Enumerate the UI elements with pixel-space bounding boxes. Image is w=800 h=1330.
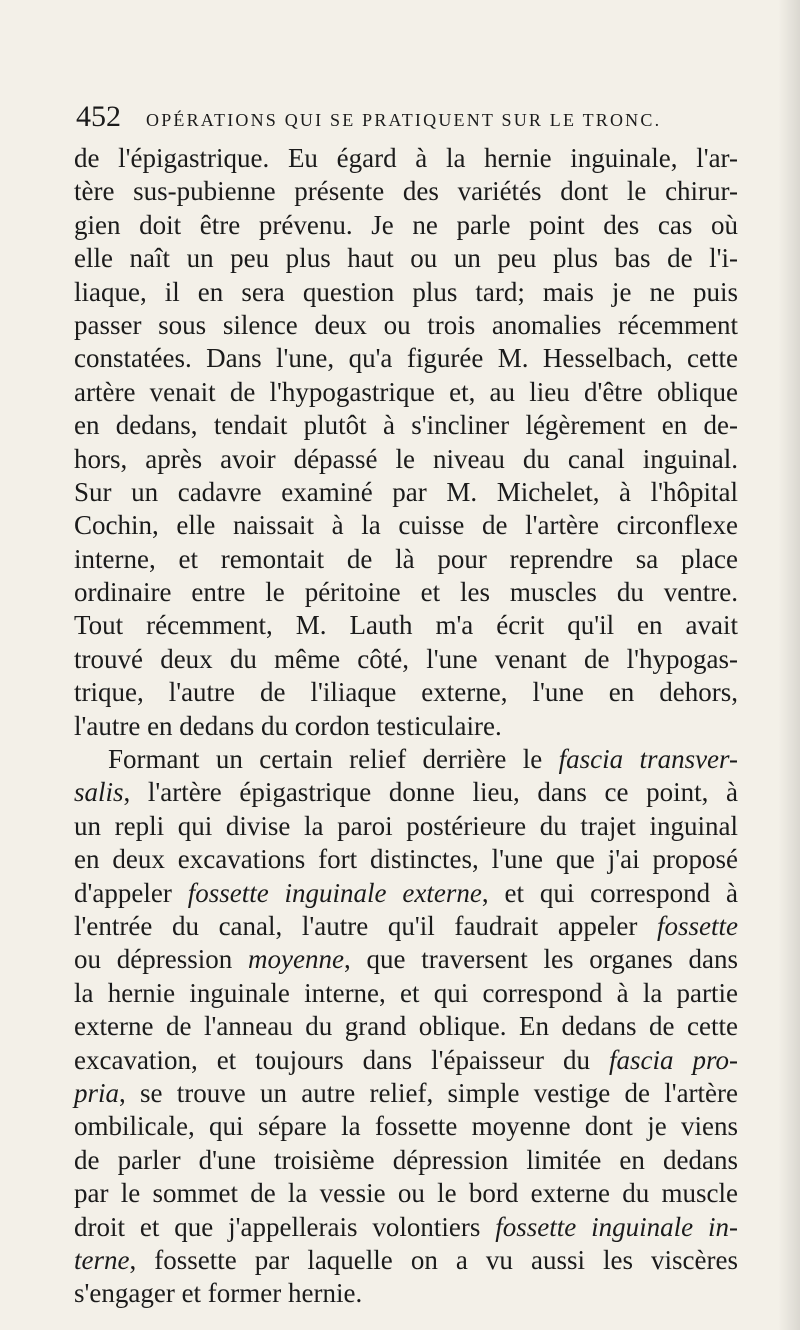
text-run: trouvé deux du même côté, l'une venant de l'hypogas-	[74, 643, 738, 674]
text-run: ou dépression	[74, 944, 249, 975]
text-run: s'engager et former hernie.	[74, 1278, 363, 1309]
text-run: de parler d'une troisième dépression limitée en dedans	[74, 1144, 738, 1175]
text-run: , et qui correspond à	[481, 877, 738, 908]
text-run: , que traversent les organes dans	[343, 944, 738, 975]
text-line	[74, 409, 738, 442]
italic-text: pria	[74, 1077, 120, 1108]
italic-text: moyenne	[248, 944, 344, 975]
text-line	[74, 943, 738, 976]
text-line	[74, 209, 738, 242]
text-line	[74, 1244, 738, 1277]
text-line	[74, 843, 738, 876]
italic-text: fossette	[657, 910, 738, 941]
text-line	[74, 1211, 738, 1244]
text-run: en deux excavations fort distinctes, l'une que j'ai proposé	[74, 844, 738, 875]
text-line	[74, 676, 738, 709]
text-run: de l'épigastrique. Eu égard à la hernie inguinale, l'ar-	[74, 143, 738, 173]
text-run: tère sus-pubienne présente des variétés dont le chirur-	[74, 176, 738, 207]
text-line	[74, 443, 738, 476]
text-line	[74, 1277, 738, 1310]
text-line	[74, 1044, 738, 1077]
text-line	[74, 977, 738, 1010]
text-run: Formant un certain relief derrière le	[108, 744, 559, 775]
text-line	[74, 776, 738, 809]
text-run: passer sous silence deux ou trois anomalies récemment	[74, 309, 738, 340]
text-line	[74, 576, 738, 609]
text-line	[74, 142, 738, 175]
running-title: OPÉRATIONS QUI SE PRATIQUENT SUR LE TRONC.	[146, 110, 662, 130]
text-line	[74, 710, 738, 743]
text-run: externe de l'anneau du grand oblique. En dedans de cette	[74, 1011, 738, 1042]
text-line	[74, 376, 738, 409]
text-run: par le sommet de la vessie ou le bord externe du muscle	[74, 1178, 738, 1209]
text-run: , l'artère épigastrique donne lieu, dans ce point, à	[123, 777, 738, 808]
text-line	[74, 1077, 738, 1110]
text-run: l'autre en dedans du cordon testiculaire.	[74, 710, 502, 741]
text-line	[74, 877, 738, 910]
text-run: gien doit être prévenu. Je ne parle point des cas où	[74, 209, 738, 240]
text-run: Tout récemment, M. Lauth m'a écrit qu'il en avait	[74, 610, 738, 641]
text-run: Sur un cadavre examiné par M. Michelet, à l'hôpital	[74, 476, 738, 507]
text-line	[74, 309, 738, 342]
text-line	[74, 543, 738, 576]
italic-text: fascia pro-	[609, 1044, 738, 1075]
text-line	[74, 175, 738, 208]
text-line	[74, 342, 738, 375]
page-number: 452	[76, 100, 121, 133]
text-run: , fossette par laquelle on a vu aussi les viscères	[129, 1244, 738, 1275]
text-run: excavation, et toujours dans l'épaisseur du	[74, 1044, 609, 1075]
italic-text: salis	[74, 777, 124, 808]
text-line	[74, 609, 738, 642]
text-run: trique, l'autre de l'iliaque externe, l'une en dehors,	[74, 677, 738, 708]
text-line	[74, 643, 738, 676]
text-run: la hernie inguinale interne, et qui correspond à la partie	[74, 977, 738, 1008]
text-line	[74, 1177, 738, 1210]
text-run: d'appeler	[74, 877, 188, 908]
text-run: , se trouve un autre relief, simple vestige de l'artère	[119, 1077, 738, 1108]
text-line	[74, 1144, 738, 1177]
italic-text: fossette inguinale externe	[187, 877, 482, 908]
text-run: liaque, il en sera question plus tard; mais je ne puis	[74, 276, 738, 307]
paragraph	[74, 142, 738, 743]
body-text	[74, 142, 738, 1311]
text-run: interne, et remontait de là pour reprendre sa place	[74, 543, 738, 574]
text-run: ordinaire entre le péritoine et les muscles du ventre.	[74, 577, 738, 608]
italic-text: fossette inguinale in-	[495, 1211, 738, 1242]
text-run: artère venait de l'hypogastrique et, au lieu d'être oblique	[74, 376, 738, 407]
text-line	[74, 1010, 738, 1043]
text-line	[74, 242, 738, 275]
text-run: constatées. Dans l'une, qu'a figurée M. Hesselbach, cette	[74, 343, 738, 374]
text-line	[74, 810, 738, 843]
paragraph	[74, 743, 738, 1311]
text-line	[74, 910, 738, 943]
text-run: Cochin, elle naissait à la cuisse de l'artère circonflexe	[74, 510, 738, 541]
text-run: hors, après avoir dépassé le niveau du canal inguinal.	[74, 443, 738, 474]
running-head	[76, 100, 736, 136]
text-run: ombilicale, qui sépare la fossette moyenne dont je viens	[74, 1111, 738, 1142]
text-line	[74, 276, 738, 309]
text-line	[74, 1110, 738, 1143]
text-line	[74, 743, 738, 776]
italic-text: terne	[74, 1244, 130, 1275]
text-line	[74, 476, 738, 509]
text-run: en dedans, tendait plutôt à s'incliner légèrement en de-	[74, 410, 738, 441]
text-run: l'entrée du canal, l'autre qu'il faudrait appeler	[74, 910, 657, 941]
text-run: un repli qui divise la paroi postérieure du trajet inguinal	[74, 810, 738, 841]
italic-text: fascia transver-	[558, 744, 739, 775]
text-line	[74, 509, 738, 542]
text-run: elle naît un peu plus haut ou un peu plus bas de l'i-	[74, 243, 738, 274]
text-run: droit et que j'appellerais volontiers	[74, 1211, 496, 1242]
